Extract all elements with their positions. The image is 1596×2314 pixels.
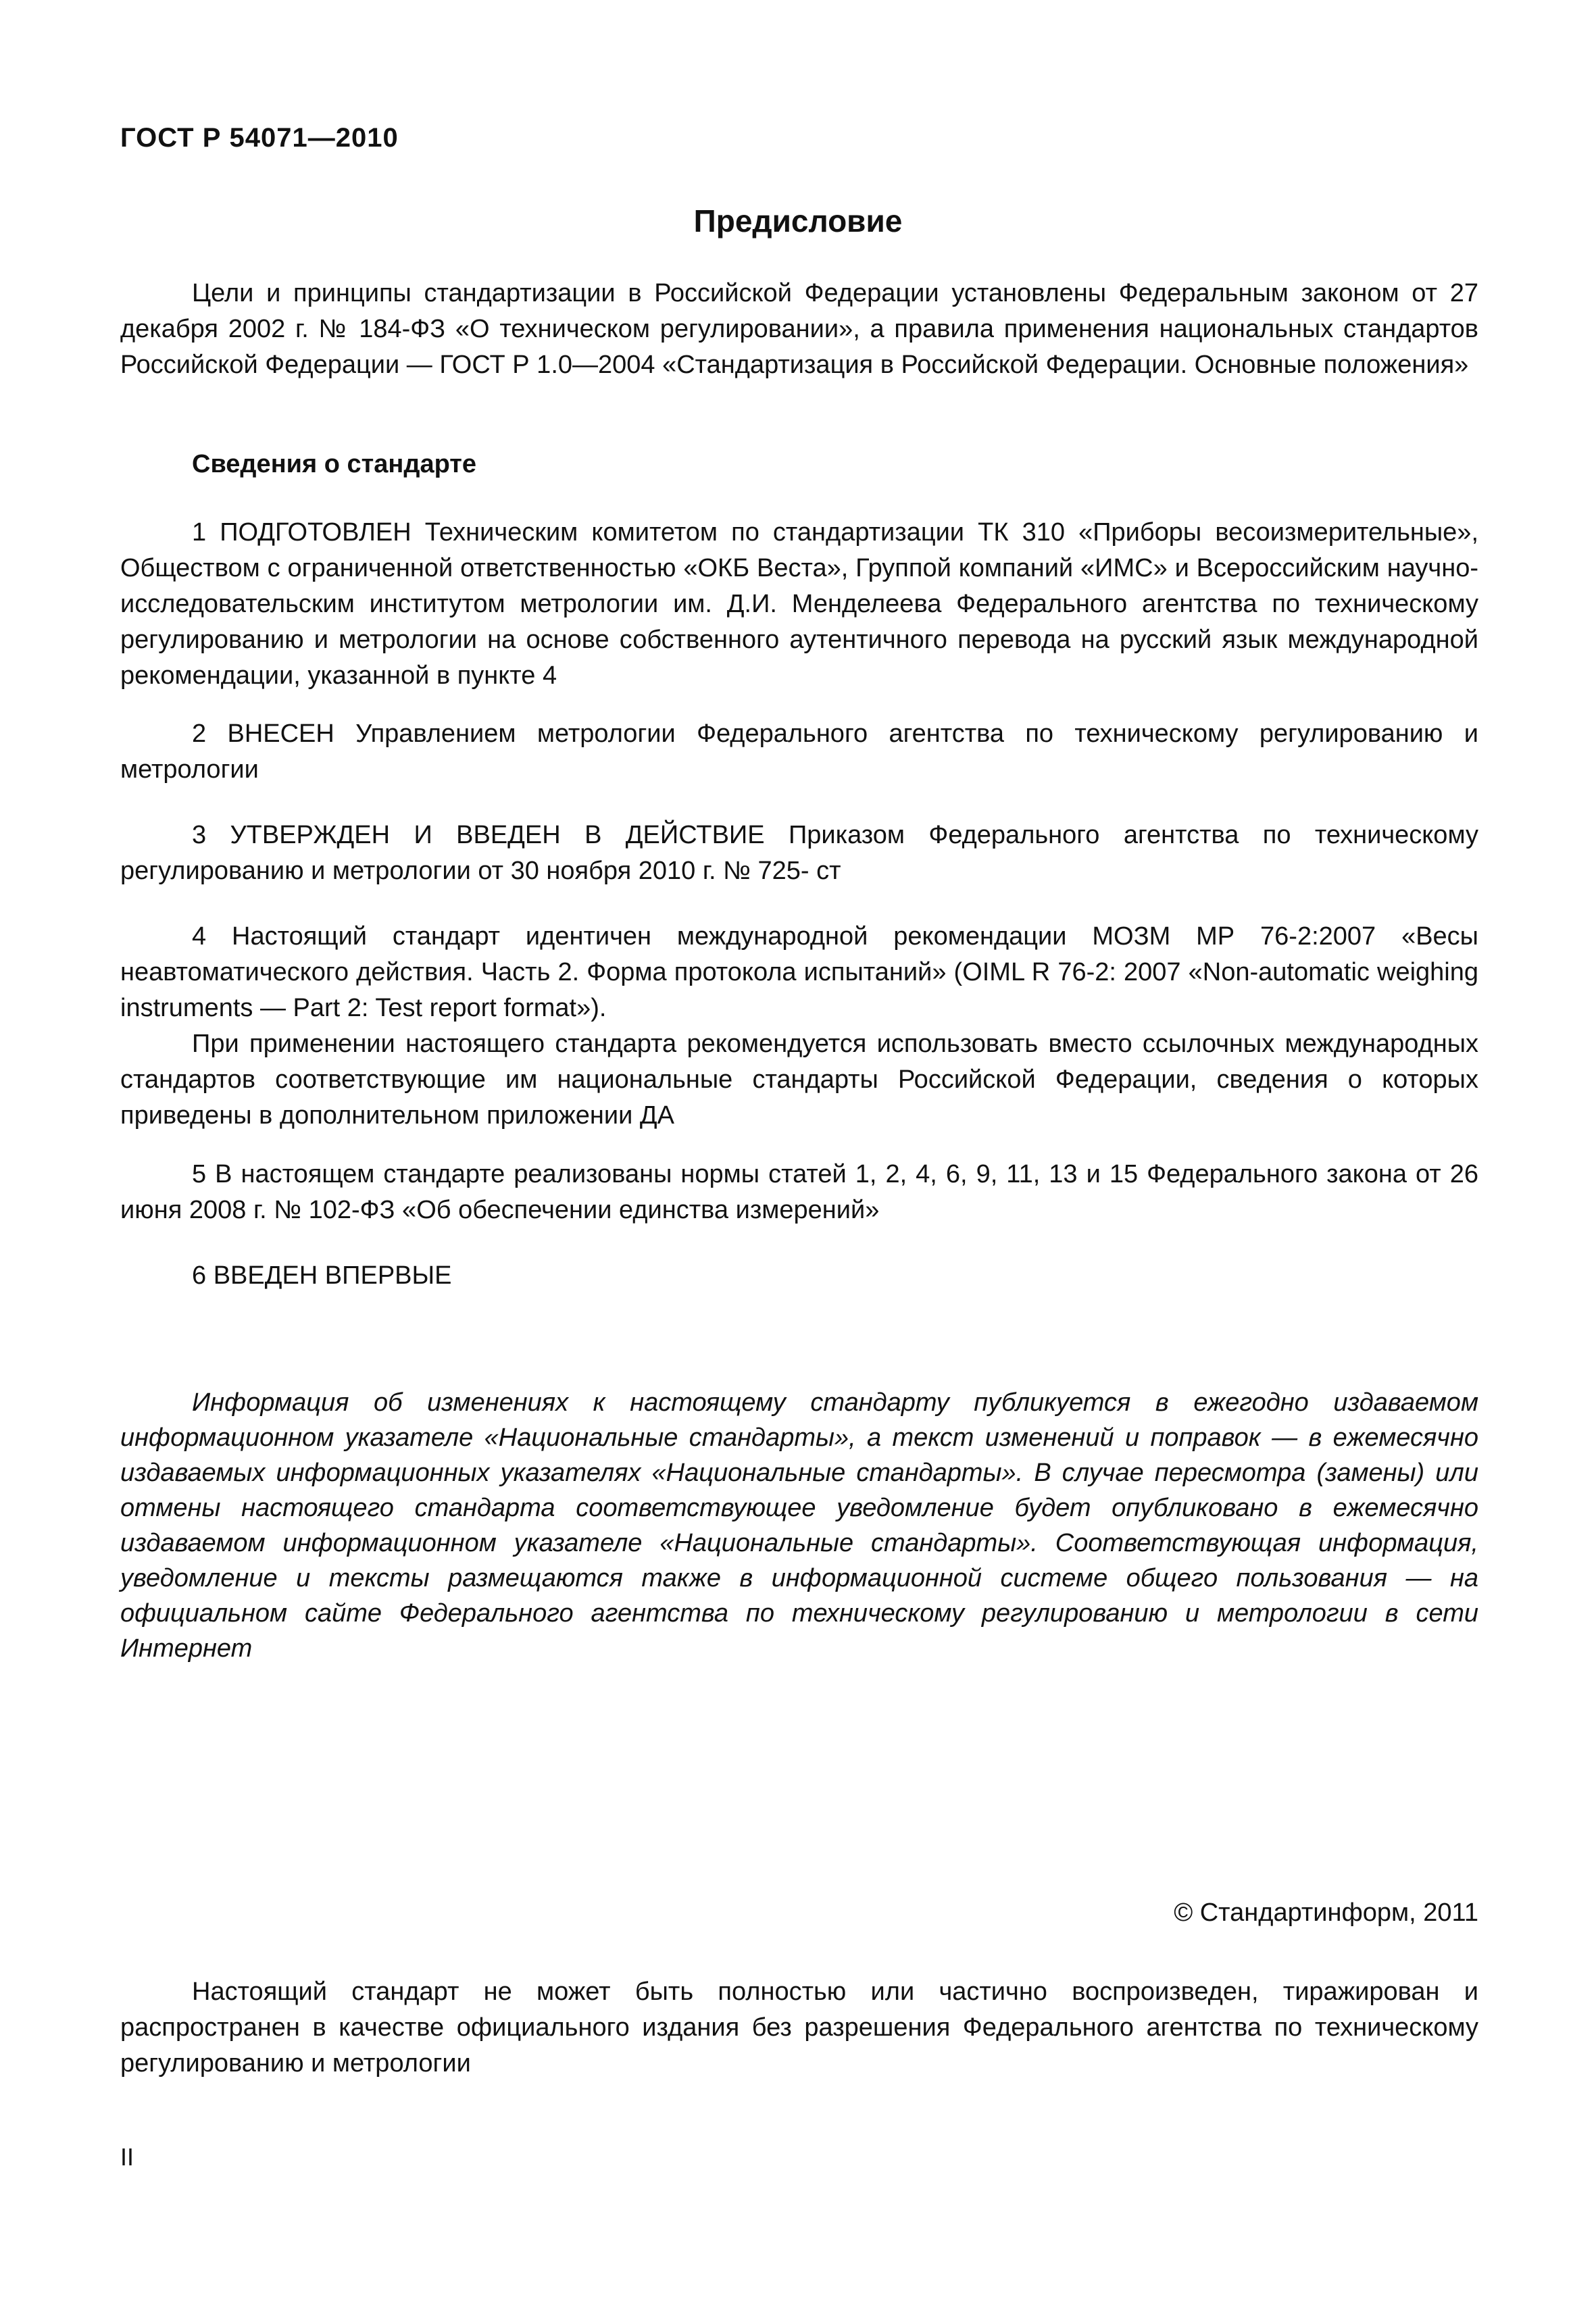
list-item bbox=[120, 1258, 1478, 1294]
intro-text: Цели и принципы стандартизации в Российской Федерации установлены Федеральным законом от 27 декабря 2002 г. № 184-ФЗ «О техническом регулировании», а правила применения национальных стандартов Российской Федерации — ГОСТ Р 1.0—2004 «Стандартизация в Российской Федерации. Основные положения» bbox=[120, 279, 1478, 379]
changes-notice bbox=[120, 1385, 1478, 1666]
standard-code: ГОСТ Р 54071—2010 bbox=[120, 123, 399, 153]
item-text: 2 ВНЕСЕН Управлением метрологии Федерального агентства по техническому регулированию и метрологии bbox=[120, 720, 1478, 784]
page-number: II bbox=[120, 2143, 134, 2171]
list-item bbox=[120, 919, 1478, 1134]
reproduction-text: Настоящий стандарт не может быть полностью или частично воспроизведен, тиражирован и распространен в качестве официального издания без разрешения Федерального агентства по техническому регулированию и метрологии bbox=[120, 1978, 1478, 2078]
notice-text: Информация об изменениях к настоящему стандарту публикуется в ежегодно издаваемом информационном указателе «Национальные стандарты», а текст изменений и поправок — в ежемесячно издаваемых информационных указателях «Национальные стандарты». В случае пересмотра (замены) или отмены настоящего стандарта соответствующее уведомление будет опубликовано в ежемесячно издаваемом информационном указателе «Национальные стандарты». Соответствующая информация, уведомление и тексты размещаются также в информационной системе общего пользования — на официальном сайте Федерального агентства по техническому регулированию и метрологии в сети Интернет bbox=[120, 1388, 1478, 1663]
reproduction-notice bbox=[120, 1974, 1478, 2082]
list-item bbox=[120, 716, 1478, 788]
item-text: 3 УТВЕРЖДЕН И ВВЕДЕН В ДЕЙСТВИЕ Приказом Федерального агентства по техническому регулированию и метрологии от 30 ноября 2010 г. № 725- ст bbox=[120, 821, 1478, 885]
item-text: 4 Настоящий стандарт идентичен международной рекомендации МОЗМ МР 76-2:2007 «Весы неавтоматического действия. Часть 2. Форма протокола испытаний» (OIML R 76-2: 2007 «Non-automatic weighing instruments — Part 2: Test report format»). bbox=[120, 922, 1478, 1022]
item-note: При применении настоящего стандарта рекомендуется использовать вместо ссылочных международных стандартов соответствующие им национальные стандарты Российской Федерации, сведения о которых приведены в дополнительном приложении ДА bbox=[120, 1030, 1478, 1130]
list-item bbox=[120, 1157, 1478, 1228]
page-title: Предисловие bbox=[693, 203, 903, 238]
list-item bbox=[120, 515, 1478, 694]
list-item bbox=[120, 818, 1478, 889]
item-text: 5 В настоящем стандарте реализованы нормы статей 1, 2, 4, 6, 9, 11, 13 и 15 Федерального закона от 26 июня 2008 г. № 102-ФЗ «Об обеспечении единства измерений» bbox=[120, 1160, 1478, 1224]
item-text: 6 ВВЕДЕН ВПЕРВЫЕ bbox=[192, 1261, 452, 1290]
item-text: 1 ПОДГОТОВЛЕН Техническим комитетом по стандартизации ТК 310 «Приборы весоизмерительные», Обществом с ограниченной ответственностью «ОКБ Веста», Группой компаний «ИМС» и Всероссийским научно-исследовательским институтом метрологии им. Д.И. Менделеева Федерального агентства по техническому регулированию и метрологии на основе собственного аутентичного перевода на русский язык международной рекомендации, указанной в пункте 4 bbox=[120, 518, 1478, 690]
section-heading: Сведения о стандарте bbox=[192, 450, 477, 478]
copyright: © Стандартинформ, 2011 bbox=[1174, 1898, 1478, 1927]
intro-paragraph bbox=[120, 276, 1478, 383]
